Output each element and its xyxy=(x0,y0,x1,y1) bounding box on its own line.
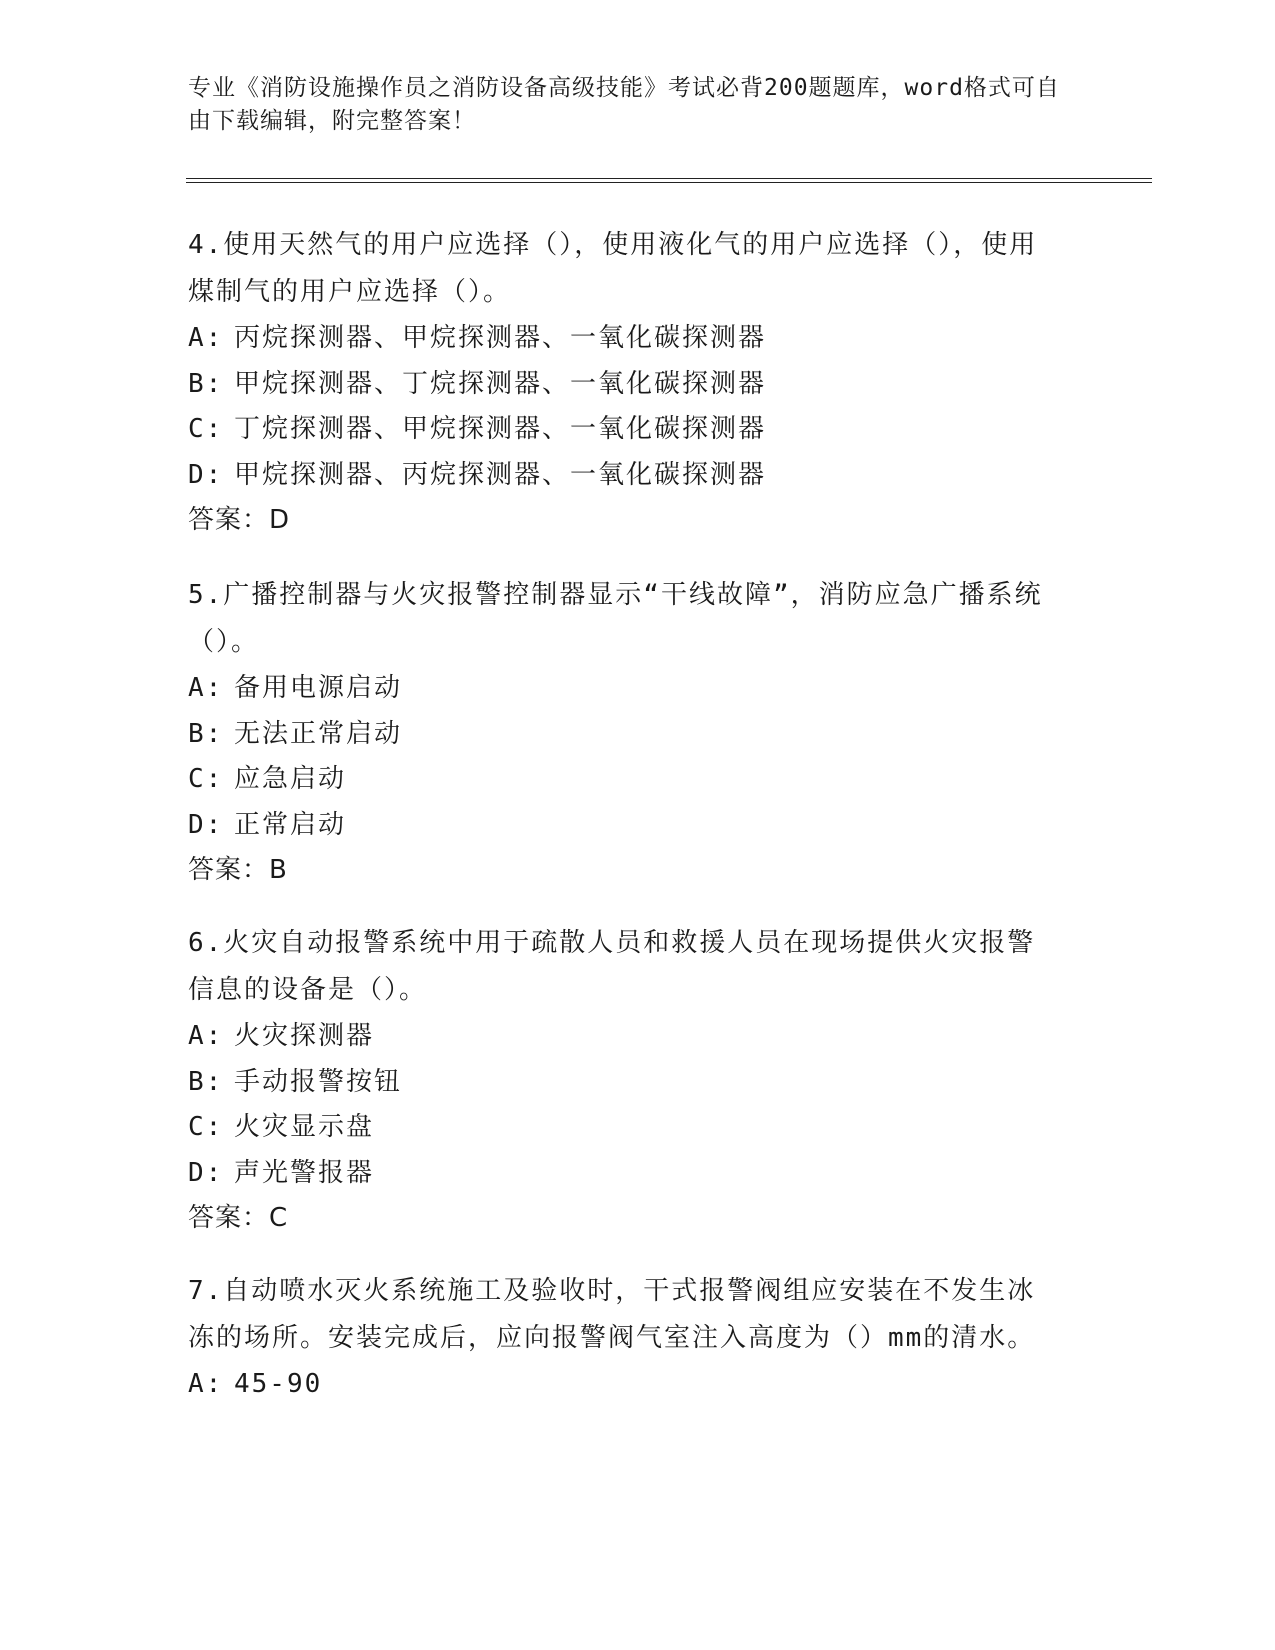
question-7 xyxy=(188,1268,1058,1408)
option-c xyxy=(188,757,1058,803)
question-4 xyxy=(188,222,1058,544)
option-label: A: xyxy=(188,1369,224,1399)
option-c xyxy=(188,1105,1058,1151)
question-stem: 5.广播控制器与火灾报警控制器显示“干线故障”，消防应急广播系统（）。 xyxy=(188,580,1043,657)
option-text: 丁烷探测器、甲烷探测器、一氧化碳探测器 xyxy=(234,414,767,444)
option-text: 备用电源启动 xyxy=(234,673,403,703)
option-text: 手动报警按钮 xyxy=(234,1066,403,1097)
answer-line: 答案：C xyxy=(188,1203,289,1233)
option-label: C: xyxy=(188,764,224,794)
question-stem: 7.自动喷水灭火系统施工及验收时，干式报警阀组应安装在不发生冰冻的场所。安装完成后，应向报警阀气室注入高度为（）mm的清水。 xyxy=(188,1276,1036,1353)
option-text: 无法正常启动 xyxy=(234,718,403,749)
option-d xyxy=(188,1151,1058,1197)
option-d xyxy=(188,453,1058,499)
option-label: C: xyxy=(188,1112,224,1142)
option-label: B: xyxy=(188,368,224,399)
option-text: 火灾探测器 xyxy=(234,1021,375,1051)
option-b xyxy=(188,362,1058,408)
option-c xyxy=(188,407,1058,453)
option-text: 甲烷探测器、丁烷探测器、一氧化碳探测器 xyxy=(234,368,767,399)
option-a xyxy=(188,316,1058,362)
option-text: 火灾显示盘 xyxy=(234,1112,375,1142)
question-5 xyxy=(188,572,1058,894)
option-label: D: xyxy=(188,1157,224,1188)
option-label: A: xyxy=(188,673,224,703)
option-d xyxy=(188,803,1058,849)
option-text: 45-90 xyxy=(234,1369,323,1399)
option-b xyxy=(188,1060,1058,1106)
option-a xyxy=(188,1362,1058,1408)
option-text: 应急启动 xyxy=(234,764,347,794)
question-stem: 6.火灾自动报警系统中用于疏散人员和救援人员在现场提供火灾报警信息的设备是（）。 xyxy=(188,928,1036,1005)
option-label: A: xyxy=(188,1021,224,1051)
option-label: D: xyxy=(188,459,224,490)
option-a xyxy=(188,1014,1058,1060)
option-text: 声光警报器 xyxy=(234,1157,375,1188)
option-label: D: xyxy=(188,809,224,840)
option-text: 正常启动 xyxy=(234,809,347,840)
question-stem: 4.使用天然气的用户应选择（），使用液化气的用户应选择（），使用煤制气的用户应选择（）。 xyxy=(188,230,1038,307)
header-divider xyxy=(186,178,1152,183)
option-label: B: xyxy=(188,1066,224,1097)
option-text: 丙烷探测器、甲烷探测器、一氧化碳探测器 xyxy=(234,323,767,353)
option-a xyxy=(188,666,1058,712)
option-label: C: xyxy=(188,414,224,444)
option-label: B: xyxy=(188,718,224,749)
answer-line: 答案：D xyxy=(188,505,291,535)
document-header: 专业《消防设施操作员之消防设备高级技能》考试必背200题题库，word格式可自由下载编辑，附完整答案！ xyxy=(188,75,1060,134)
option-label: A: xyxy=(188,323,224,353)
option-b xyxy=(188,712,1058,758)
answer-line: 答案：B xyxy=(188,855,288,885)
question-6 xyxy=(188,920,1058,1242)
option-text: 甲烷探测器、丙烷探测器、一氧化碳探测器 xyxy=(234,459,767,490)
